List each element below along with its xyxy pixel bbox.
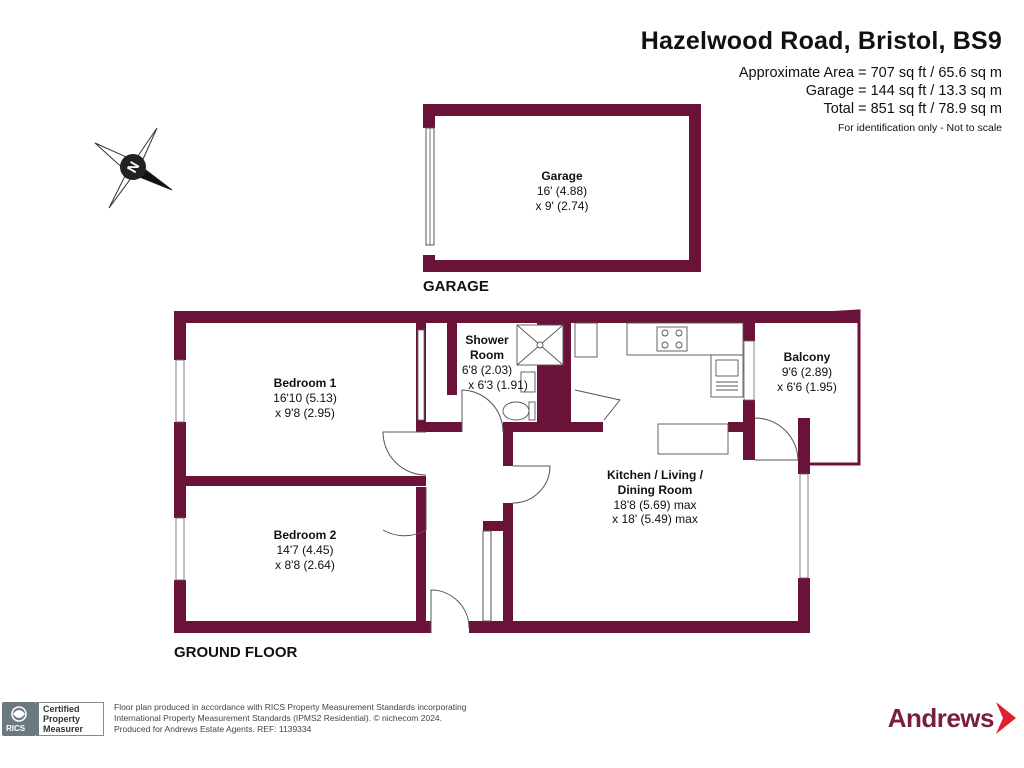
kitchen-label: [607, 468, 704, 526]
kitchen-dim-2: x 18' (5.49) max: [612, 512, 698, 526]
certified-measurer-badge: [36, 702, 104, 736]
shower-dim-2: x 6'3 (1.91): [468, 378, 528, 392]
garage-door: [426, 128, 434, 245]
garage-name: Garage: [541, 169, 583, 183]
total-area: Total = 851 sq ft / 78.9 sq m: [823, 101, 1002, 117]
bedroom1-label: [273, 376, 337, 420]
bedroom1-dim-1: 16'10 (5.13): [273, 391, 337, 405]
bedroom1-name: Bedroom 1: [273, 376, 337, 390]
disclaimer-line-1: Floor plan produced in accordance with RICS Property Measurement Standards incorporating: [114, 702, 467, 712]
cert-line-1: Certified: [43, 704, 80, 714]
bedroom1-dim-2: x 9'8 (2.95): [275, 406, 335, 420]
disclaimer-line-2: International Property Measurement Standards (IPMS2 Residential). © nichecom 2024.: [114, 713, 443, 723]
garage-area: Garage = 144 sq ft / 13.3 sq m: [805, 83, 1002, 99]
bedroom2-dim-1: 14'7 (4.45): [276, 543, 334, 557]
bedroom2-name: Bedroom 2: [273, 528, 337, 542]
footer: [0, 700, 1024, 768]
garage-room-label: [536, 169, 589, 213]
bedroom2-label: [274, 528, 337, 572]
balcony-dim-2: x 6'6 (1.95): [777, 380, 837, 394]
kitchen-name-1: Kitchen / Living /: [606, 468, 704, 482]
shower-name-2: Room: [470, 348, 504, 362]
garage-dim-2: x 9' (2.74): [535, 199, 589, 213]
rics-label: RICS: [6, 724, 26, 733]
balcony-label: [777, 350, 837, 394]
cert-line-3: Measurer: [43, 724, 84, 734]
property-title: Hazelwood Road, Bristol, BS9: [640, 27, 1002, 55]
garage-dim-1: 16' (4.88): [536, 184, 588, 198]
kitchen-dim-1: 18'8 (5.69) max: [613, 498, 697, 512]
ground-floor-label: GROUND FLOOR: [174, 644, 298, 661]
cert-line-2: Property: [43, 714, 81, 724]
balcony-dim-1: 9'6 (2.89): [781, 365, 833, 379]
bedroom2-dim-2: x 8'8 (2.64): [275, 558, 335, 572]
approximate-area: Approximate Area = 707 sq ft / 65.6 sq m: [738, 65, 1002, 81]
compass-north-label: N: [123, 158, 143, 176]
shower-dim-1: 6'8 (2.03): [461, 363, 513, 377]
brand-chevron-icon: [994, 700, 1018, 736]
disclaimer: [114, 702, 466, 735]
kitchen-name-2: Dining Room: [617, 483, 693, 497]
compass-icon: [95, 128, 172, 208]
garage-floor-label: GARAGE: [423, 278, 489, 295]
brand-name: Andrews: [887, 702, 994, 733]
brand-logo: [888, 700, 1018, 736]
shower-name-1: Shower: [465, 333, 509, 347]
scale-note: For identification only - Not to scale: [838, 122, 1002, 134]
disclaimer-line-3: Produced for Andrews Estate Agents. REF: 1139334: [114, 724, 312, 734]
balcony-name: Balcony: [783, 350, 831, 364]
